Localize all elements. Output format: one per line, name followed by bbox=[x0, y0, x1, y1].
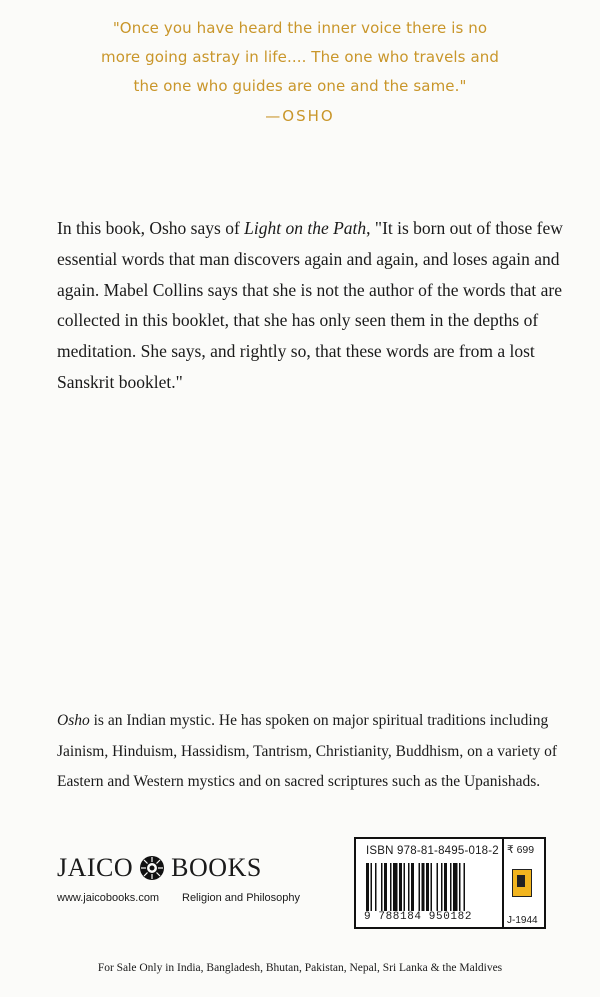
barcode-panel bbox=[354, 837, 504, 929]
book-description bbox=[57, 213, 563, 398]
publisher-emblem-icon bbox=[139, 855, 165, 881]
description-line: essential words that man discovers again and again, and loses again and bbox=[57, 248, 560, 269]
isbn-number: ISBN 978-81-8495-018-2 bbox=[366, 845, 499, 857]
bio-text: is an Indian mystic. He has spoken on major spiritual traditions including bbox=[89, 712, 549, 729]
barcode-digits: 9 788184 950182 bbox=[364, 911, 498, 923]
publisher-logo bbox=[57, 853, 262, 883]
description-text: In this book, Osho says of bbox=[57, 218, 245, 238]
imprint-badge-icon bbox=[512, 869, 532, 897]
description-line: Sanskrit booklet." bbox=[57, 371, 183, 392]
barcode-icon bbox=[364, 863, 498, 915]
author-bio bbox=[57, 706, 557, 798]
quote-line: the one who guides are one and the same." bbox=[133, 77, 467, 95]
publisher-name-right: BOOKS bbox=[171, 853, 262, 882]
description-text: , "It is born out of those few bbox=[366, 218, 563, 238]
book-title-italic: Light on the Path bbox=[244, 218, 367, 238]
publisher-name-left: JAICO bbox=[57, 853, 134, 882]
bio-line: Eastern and Western mystics and on sacred scriptures such as the Upanishads. bbox=[57, 773, 541, 790]
bio-line bbox=[57, 706, 557, 737]
description-line: meditation. She says, and rightly so, that these words are from a lost bbox=[57, 341, 535, 362]
book-category: Religion and Philosophy bbox=[182, 892, 301, 904]
catalog-code: J-1944 bbox=[507, 915, 538, 926]
bio-line: Jainism, Hinduism, Hassidism, Tantrism, Christianity, Buddhism, on a variety of bbox=[57, 742, 558, 760]
description-line: collected in this booklet, that she has only seen them in the depths of bbox=[57, 310, 539, 331]
description-line: again. Mabel Collins says that she is not the author of the words that are bbox=[57, 279, 562, 300]
quote-line: "Once you have heard the inner voice there is no bbox=[112, 19, 488, 37]
publisher-url: www.jaicobooks.com bbox=[57, 892, 160, 904]
quote-line: more going astray in life.... The one who travels and bbox=[101, 48, 499, 66]
back-cover-quote bbox=[100, 14, 500, 101]
sale-territory-notice: For Sale Only in India, Bangladesh, Bhutan, Pakistan, Nepal, Sri Lanka & the Maldives bbox=[97, 962, 503, 974]
price-label: ₹ 699 bbox=[507, 844, 535, 856]
quote-attribution: —OSHO bbox=[265, 107, 335, 125]
description-line bbox=[57, 213, 563, 244]
author-name-italic: Osho bbox=[57, 712, 90, 729]
price-panel bbox=[504, 837, 546, 929]
